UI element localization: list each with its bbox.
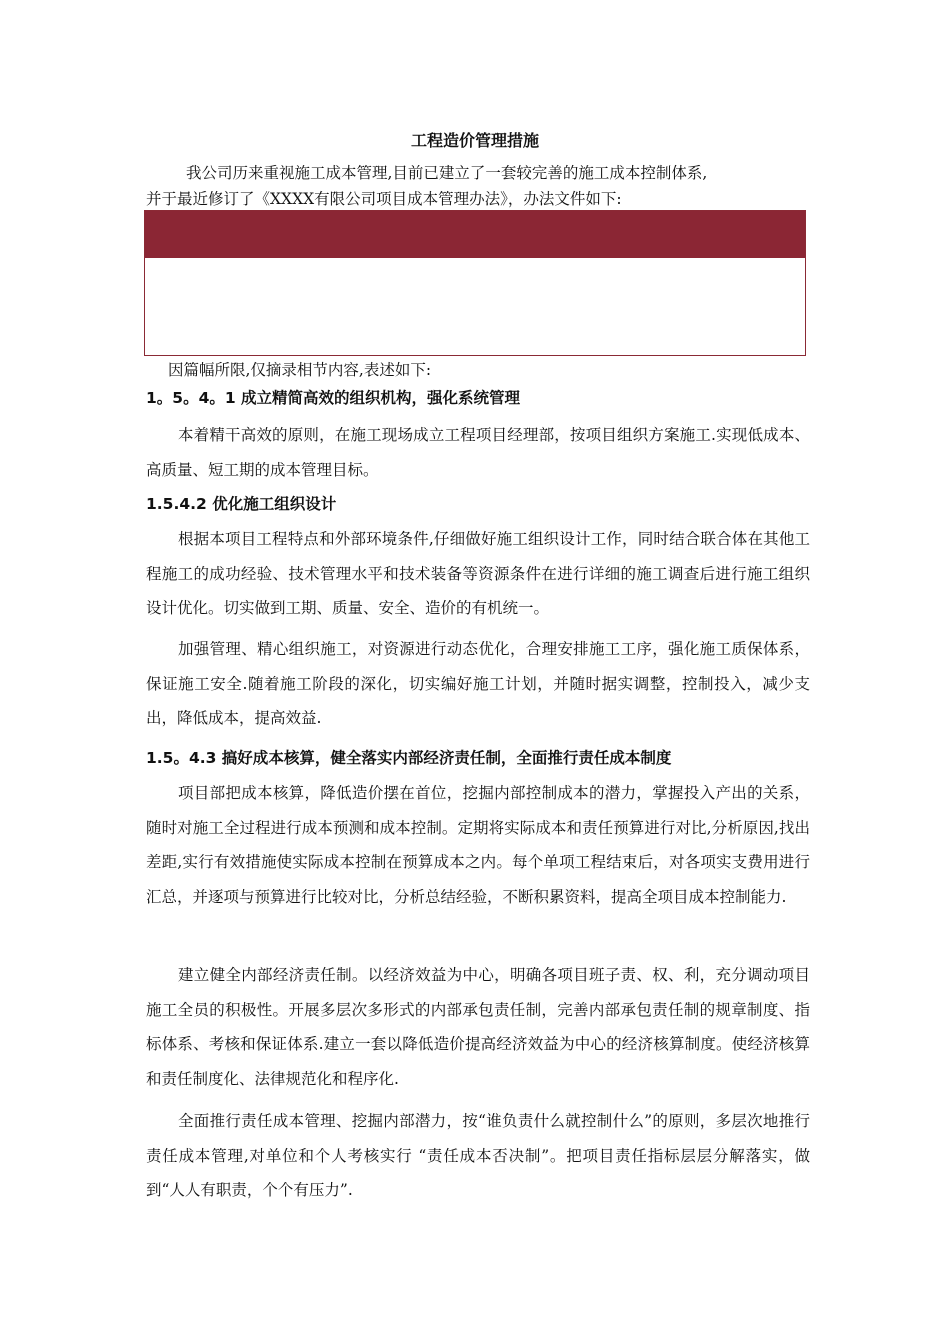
section-heading-2: 1.5.4.2 优化施工组织设计 — [146, 495, 337, 513]
excerpt-note: 因篇幅所限,仅摘录相节内容,表述如下: — [168, 361, 432, 379]
embedded-document-object[interactable] — [144, 210, 806, 356]
section-3-paragraph-1: 项目部把成本核算，降低造价摆在首位，挖掘内部控制成本的潜力，掌握投入产出的关系，随时对施工全过程进行成本预测和成本控制。定期将实际成本和责任预算进行对比,分析原因,找出差距,实行有效措施使实际成本控制在预算成本之内。每个单项工程结束后，对各项实支费用进行汇总，并逐项与预算进行比较对比，分析总结经验，不断积累资料，提高全项目成本控制能力. — [146, 784, 810, 906]
section-3-paragraph-2: 建立健全内部经济责任制。以经济效益为中心，明确各项目班子责、权、利，充分调动项目施工全员的积极性。开展多层次多形式的内部承包责任制，完善内部承包责任制的规章制度、指标体系、考核和保证体系.建立一套以降低造价提高经济效益为中心的经济核算制度。使经济核算和责任制度化、法律规范化和程序化. — [146, 966, 810, 1088]
intro-line-2: 并于最近修订了《XXXX有限公司项目成本管理办法》，办法文件如下: — [146, 190, 622, 208]
section-heading-3: 1.5。4.3 搞好成本核算，健全落实内部经济责任制，全面推行责任成本制度 — [146, 749, 672, 767]
section-2-paragraph-2: 加强管理、精心组织施工，对资源进行动态优化，合理安排施工工序，强化施工质保体系，保证施工安全.随着施工阶段的深化，切实编好施工计划，并随时据实调整，控制投入，减少支出，降低成本，提高效益. — [146, 640, 810, 727]
page-title: 工程造价管理措施 — [410, 131, 539, 150]
embedded-document-header-bar — [145, 211, 805, 258]
intro-line-1: 我公司历来重视施工成本管理,目前已建立了一套较完善的施工成本控制体系, — [186, 164, 708, 182]
section-1-paragraph-1: 本着精干高效的原则，在施工现场成立工程项目经理部，按项目组织方案施工.实现低成本、高质量、短工期的成本管理目标。 — [146, 426, 810, 479]
section-3-paragraph-3: 全面推行责任成本管理、挖掘内部潜力，按“谁负责什么就控制什么”的原则，多层次地推行责任成本管理,对单位和个人考核实行 “责任成本否决制”。把项目责任指标层层分解落实，做到“人人有职责，个个有压力”. — [146, 1112, 810, 1199]
section-2-paragraph-1: 根据本项目工程特点和外部环境条件,仔细做好施工组织设计工作，同时结合联合体在其他工程施工的成功经验、技术管理水平和技术装备等资源条件在进行详细的施工调查后进行施工组织设计优化。切实做到工期、质量、安全、造价的有机统一。 — [146, 530, 810, 617]
section-heading-1: 1。5。4。1 成立精简高效的组织机构，强化系统管理 — [146, 389, 521, 407]
